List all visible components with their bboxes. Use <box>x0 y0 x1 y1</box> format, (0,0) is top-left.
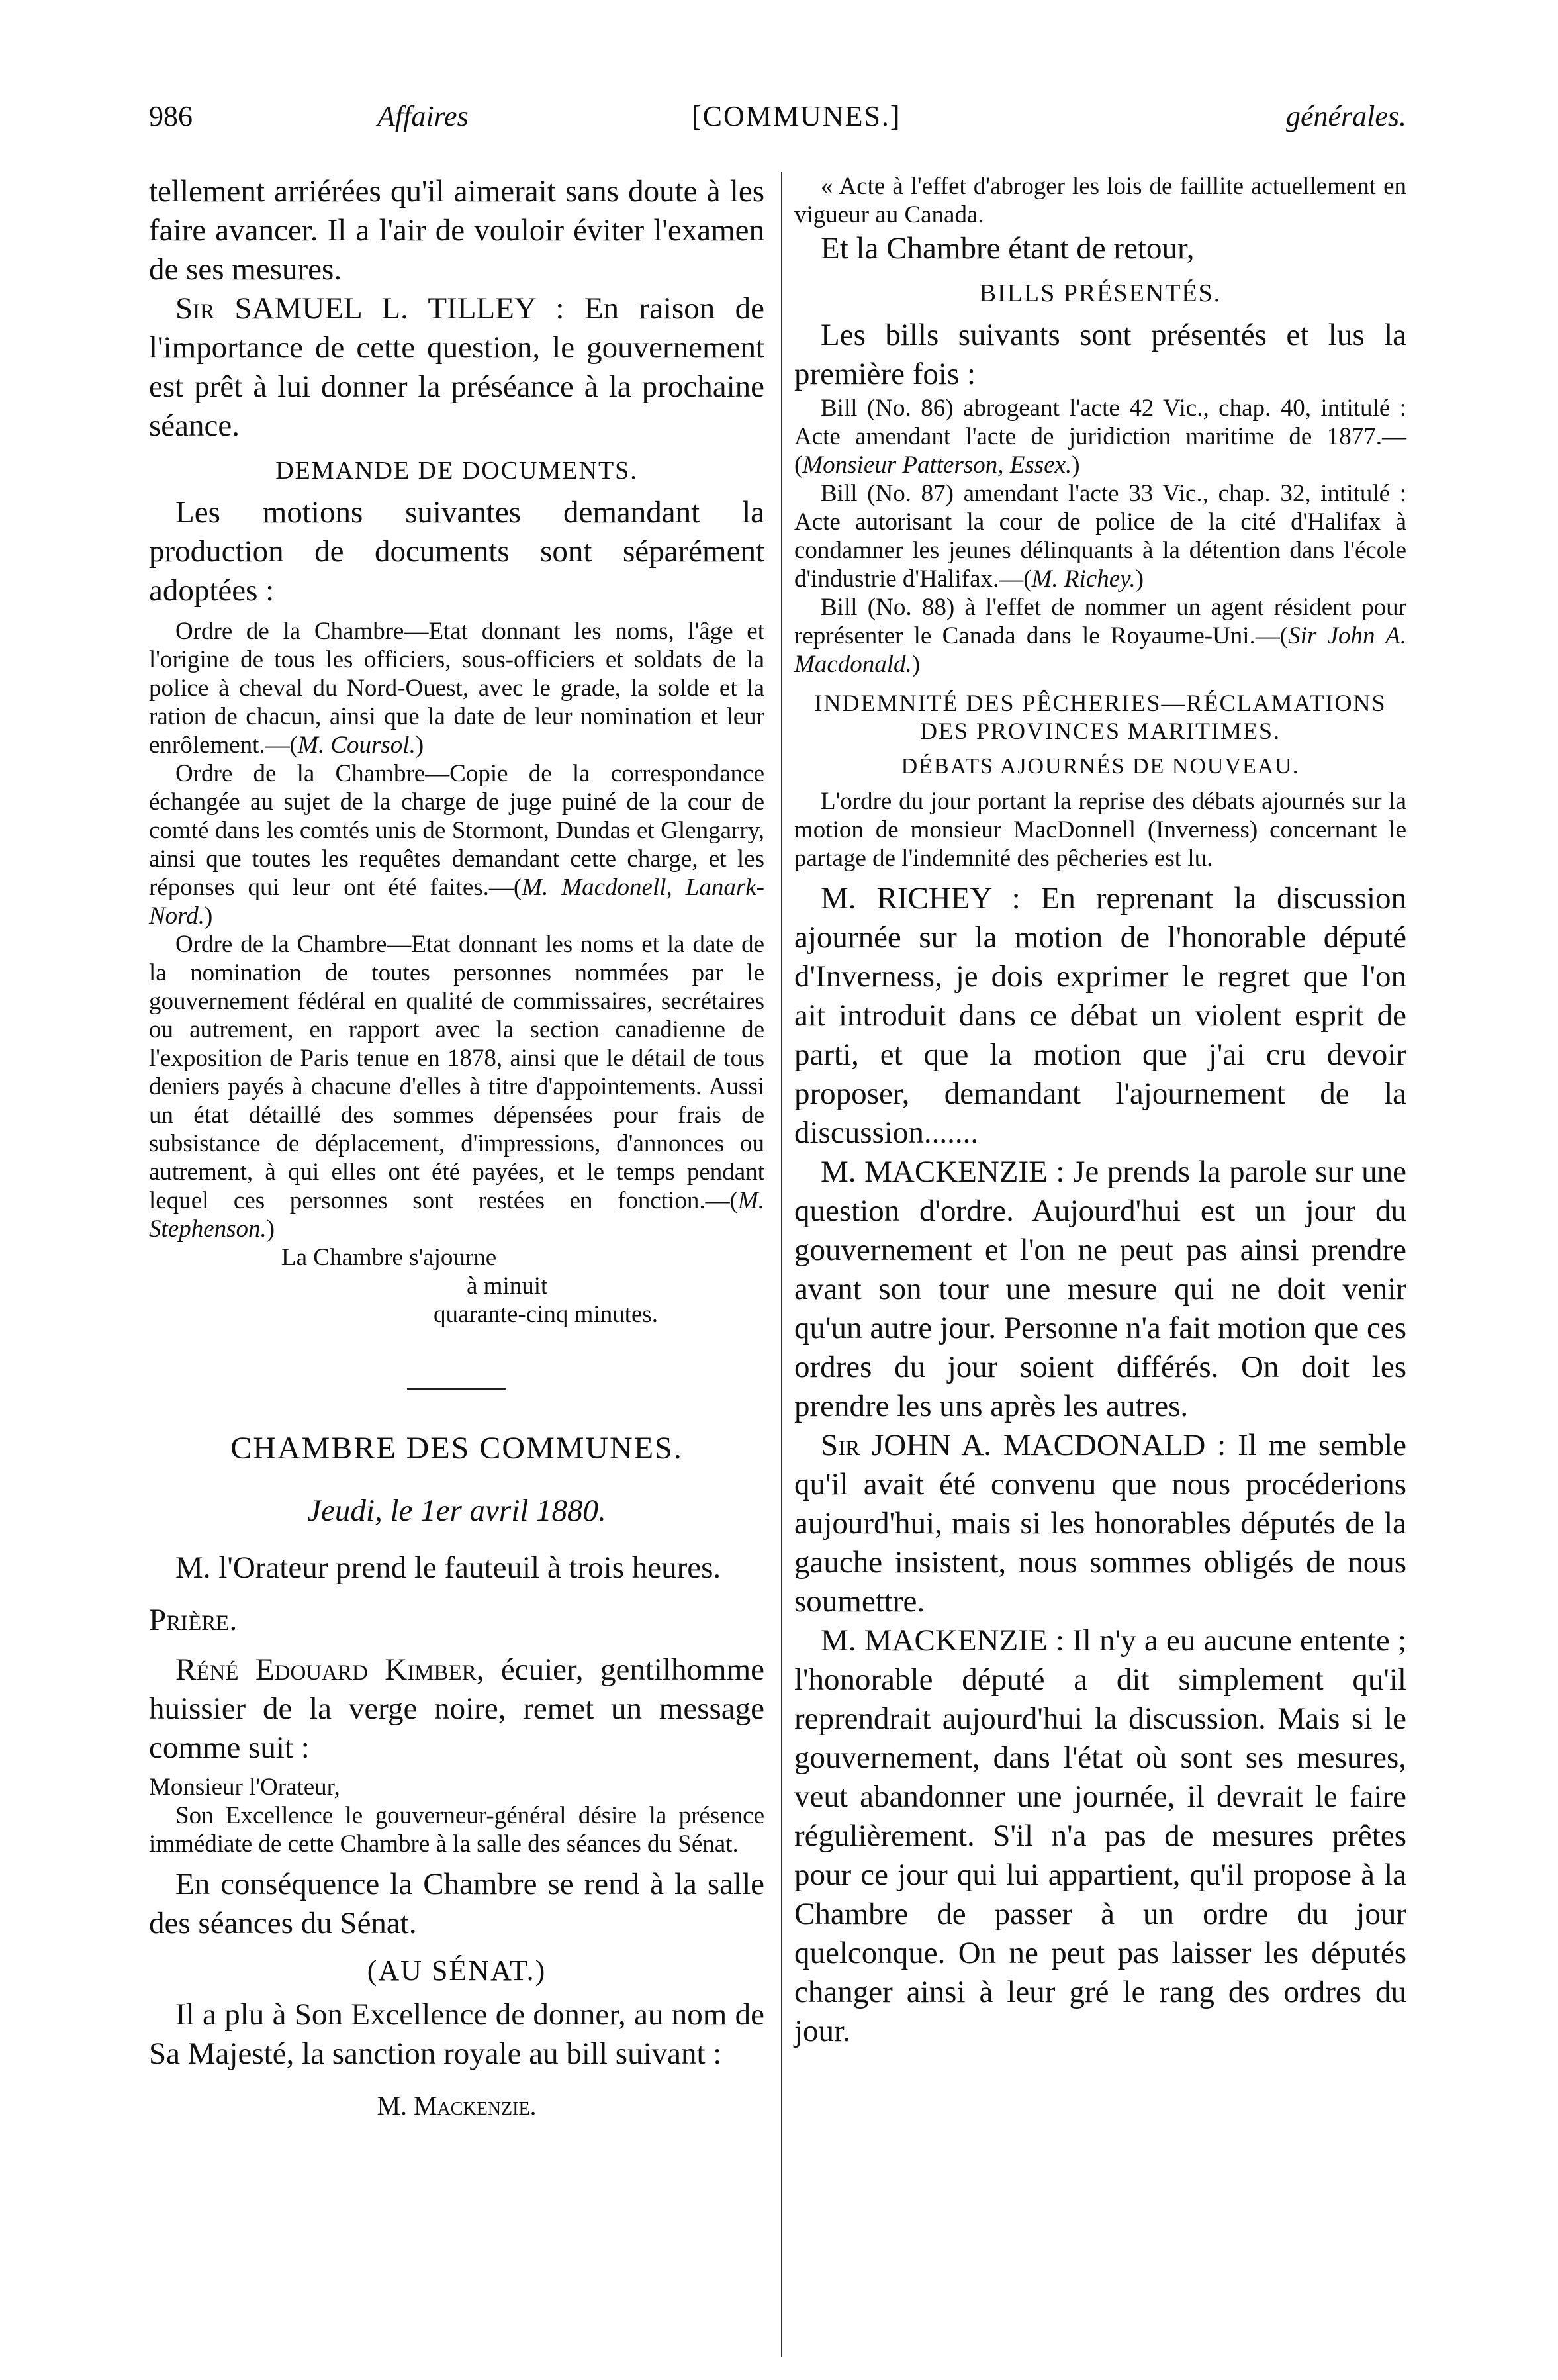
adjournment-line: à minuit <box>467 1272 548 1300</box>
motion <box>149 930 764 1243</box>
speech-text: Il me semble qu'il avait été convenu que nous procéderions aujourd'hui, mais si les honorables députés de la gauche insistent, nous sommes obligés de nous soumettre. <box>794 1428 1406 1619</box>
bill-text: Bill (No. 88) à l'effet de nommer un agent résident pour représenter le Canada dans le Royaume-Uni.—( <box>794 594 1406 649</box>
speech-text: En reprenant la discussion ajournée sur la motion de l'honorable député d'Inverness, je dois exprimer le regret que l'on ait introduit dans ce débat un violent esprit de parti, et que la motion que j'ai cru devoir proposer, demandant l'ajournement de la discussion....... <box>794 881 1407 1150</box>
speech-text: En raison de l'importance de cette question, le gouvernement est prêt à lui donner la préséance à la prochaine séance. <box>149 291 765 443</box>
adjournment-line: quarante-cinq minutes. <box>434 1301 659 1328</box>
bill-entry <box>794 394 1406 479</box>
speech-text: Il n'y a eu aucune entente ; l'honorable député a dit simplement qu'il reprendrait aujourd'hui la discussion. Mais si le gouvernement, dans l'état où sont ses mesures, veut abandonner une journée, il devrait le faire régulièrement. S'il n'a pas de mesures prêtes pour ce jour qui lui appartient, qu'il propose à la Chambre de passer à un ordre du jour quelconque. On ne peut pas laisser les députés changer ainsi à leur gré le rang des ordres du jour. <box>794 1623 1407 2048</box>
speech <box>794 879 1406 1153</box>
paragraph: tellement arriérées qu'il aimerait sans doute à les faire avancer. Il a l'air de vouloir éviter l'examen de ses mesures. <box>149 174 764 287</box>
bill-entry <box>794 593 1406 679</box>
au-senat-heading: (AU SÉNAT.) <box>367 1954 547 1987</box>
separator-rule <box>407 1388 506 1390</box>
speaker: M. MACKENZIE : <box>821 1155 1065 1189</box>
paragraph: Les motions suivantes demandant la production de documents sont séparément adoptées : <box>149 495 764 608</box>
motion-end: ) <box>266 1215 275 1243</box>
speech <box>794 1153 1406 1426</box>
paragraph <box>149 289 764 446</box>
header-left: Affaires <box>377 100 469 132</box>
speech <box>794 1621 1406 2051</box>
bill-sponsor: M. Richey. <box>1031 565 1136 593</box>
speaker: M. RICHEY : <box>821 881 1021 916</box>
message-salutation: Monsieur l'Orateur, <box>149 1774 340 1801</box>
motion <box>149 759 764 930</box>
paragraph: Et la Chambre étant de retour, <box>821 231 1195 265</box>
quote: « Acte à l'effet d'abroger les lois de faillite actuellement en vigueur au Canada. <box>794 173 1406 228</box>
header-right: générales. <box>1285 100 1406 132</box>
priere: Prière. <box>149 1603 238 1637</box>
column-divider <box>781 172 782 2357</box>
chamber-title: CHAMBRE DES COMMUNES. <box>230 1431 683 1466</box>
bill-text: Bill (No. 87) amendant l'acte 33 Vic., chap. 32, intitulé : Acte autorisant la cour de police de la cité d'Halifax à condamner les jeunes délinquants à la détention dans l'école d'industrie d'Halifax.—( <box>794 480 1406 593</box>
paragraph: En conséquence la Chambre se rend à la salle des séances du Sénat. <box>149 1867 764 1940</box>
bill-text: Bill (No. 86) abrogeant l'acte 42 Vic., chap. 40, intitulé : Acte amendant l'acte de juridiction maritime de 1877.—( <box>794 395 1406 479</box>
bill-sponsor: Monsieur Patterson, Essex. <box>802 452 1072 479</box>
left-column <box>149 172 764 2121</box>
motion <box>149 617 764 759</box>
speech <box>794 1426 1406 1621</box>
adjournment <box>149 1243 764 1329</box>
signature: M. Mackenzie. <box>377 2091 537 2120</box>
bill-end: ) <box>911 651 921 678</box>
bill-sponsor: Sir John A. Macdonald. <box>794 622 1406 678</box>
message-body: Son Excellence le gouverneur-général désire la présence immédiate de cette Chambre à la salle des séances du Sénat. <box>149 1802 764 1858</box>
motion-author: M. Stephenson. <box>149 1187 764 1243</box>
motion-end: ) <box>415 732 424 759</box>
usher-name: Réné Edouard Kimber, <box>175 1652 484 1687</box>
subsection-heading: DÉBATS AJOURNÉS DE NOUVEAU. <box>901 754 1300 779</box>
motion-end: ) <box>204 902 213 929</box>
bill-end: ) <box>1072 452 1080 479</box>
motion-author: M. Macdonell, Lanark-Nord. <box>149 874 764 929</box>
paragraph: M. l'Orateur prend le fauteuil à trois heures. <box>175 1550 721 1585</box>
paragraph: L'ordre du jour portant la reprise des débats ajournés sur la motion de monsieur MacDonnell (Inverness) concernant le partage de l'indemnité des pêcheries est lu. <box>794 788 1406 872</box>
paragraph: Les bills suivants sont présentés et lus la première fois : <box>794 318 1406 391</box>
motion-text: Ordre de la Chambre—Etat donnant les noms et la date de la nomination de toutes personnes nommées par le gouvernement fédéral en qualité de commissaires, secrétaires ou autrement, en rapport avec la section canadienne de l'exposition de Paris tenue en 1878, ainsi que le détail de tous deniers payés à chacune d'elles à titre d'appointements. Aussi un état détaillé des sommes dépensées pour frais de subsistance de déplacement, d'impressions, d'annonces ou autrement, à qui elles ont été payées, et le temps pendant lequel ces personnes sont restées en fonction.—( <box>149 931 764 1214</box>
section-heading: BILLS PRÉSENTÉS. <box>979 279 1222 307</box>
motion-text: Ordre de la Chambre—Etat donnant les noms, l'âge et l'origine de tous les officiers, sous-officiers et soldats de la police à cheval du Nord-Ouest, avec le grade, la solde et la ration de chacun, ainsi que la date de leur nomination et leur enrôlement.—( <box>149 618 764 759</box>
speaker: Sir JOHN A. MACDONALD : <box>821 1428 1226 1462</box>
paragraph: Il a plu à Son Excellence de donner, au nom de Sa Majesté, la sanction royale au bill suivant : <box>149 1997 764 2071</box>
adjournment-line: La Chambre s'ajourne <box>281 1244 497 1271</box>
running-header <box>149 99 1406 152</box>
section-heading: DEMANDE DE DOCUMENTS. <box>275 457 638 485</box>
paragraph <box>149 1650 764 1768</box>
page-number: 986 <box>149 100 193 132</box>
header-center: [COMMUNES.] <box>692 100 901 132</box>
section-heading: INDEMNITÉ DES PÊCHERIES—RÉCLAMATIONS DES PROVINCES MARITIMES. <box>814 690 1387 744</box>
motion-text: Ordre de la Chambre—Copie de la correspondance échangée au sujet de la charge de juge puiné de la cour de comté dans les comtés unis de Stormont, Dundas et Glengarry, ainsi que toutes les requêtes demandant cette charge, et les réponses qui leur ont été faites.—( <box>149 760 764 901</box>
speaker: M. MACKENZIE : <box>821 1623 1064 1658</box>
motion-author: M. Coursol. <box>298 732 416 759</box>
speaker: Sir SAMUEL L. TILLEY : <box>175 291 565 326</box>
bill-end: ) <box>1135 565 1144 593</box>
paragraph-text: écuier, gentilhomme huissier de la verge noire, remet un message comme suit : <box>149 1652 764 1765</box>
bill-entry <box>794 479 1406 593</box>
right-column <box>794 172 1406 2051</box>
session-date: Jeudi, le 1er avril 1880. <box>307 1494 606 1528</box>
speech-text: Je prends la parole sur une question d'ordre. Aujourd'hui est un jour du gouvernement et l'on ne peut pas ainsi prendre avant son tour une mesure qui ne doit venir qu'un autre jour. Personne n'a fait motion que ces ordres du jour soient différés. On doit les prendre les uns après les autres. <box>794 1155 1407 1423</box>
